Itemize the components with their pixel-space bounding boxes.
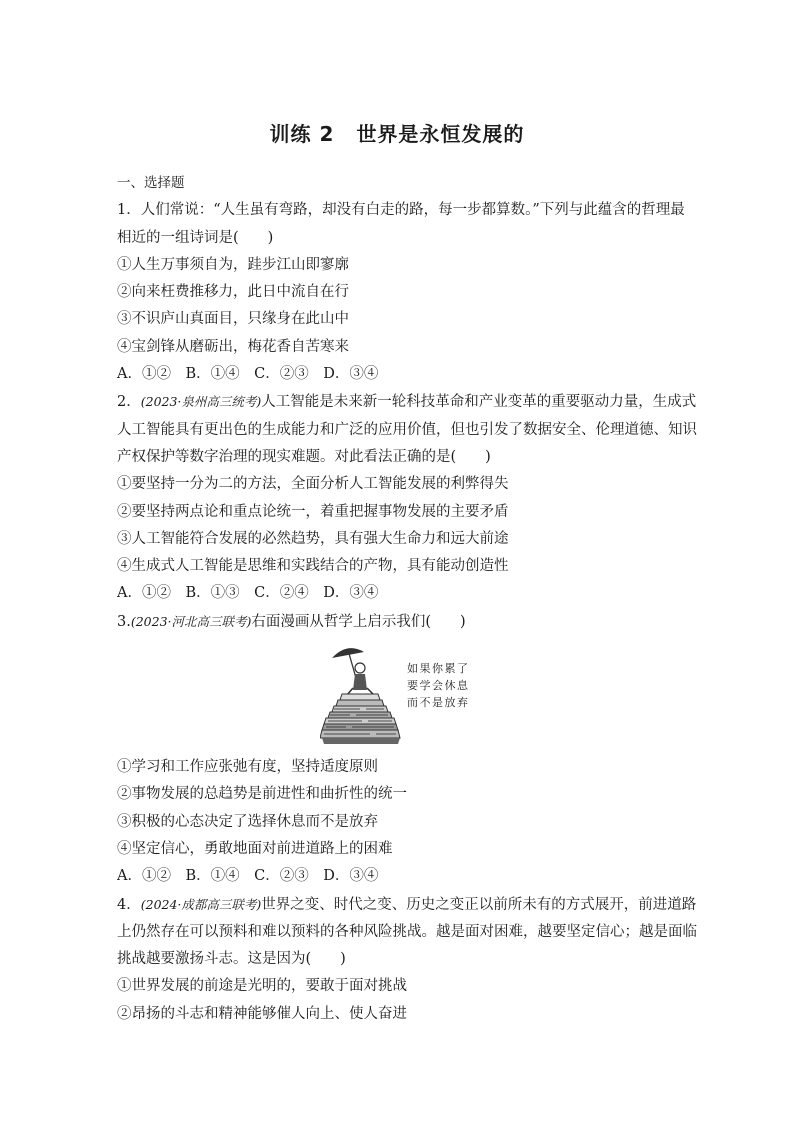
q1-stem-line-1: 1．人们常说：“人生虽有弯路，却没有白走的路，每一步都算数。”下列与此蕴含的哲理最 [117,202,685,219]
q2-stem-line-1 [117,388,697,416]
page-title [0,118,794,147]
q2-choices: A．①② B．①③ C．②④ D．③④ [117,585,379,602]
q1-option-4: ④宝剑锋从磨砺出，梅花香自苦寒来 [117,338,349,355]
q2-option-1: ①要坚持一分为二的方法，全面分析人工智能发展的利弊得失 [117,476,509,493]
q2-number: 2． [117,394,141,411]
section-heading: 一、选择题 [117,175,185,191]
q2-stem-line-2: 人工智能具有更出色的生成能力和广泛的应用价值，但也引发了数据安全、伦理道德、知识 [117,421,697,438]
q1-option-1: ①人生万事须自为，跬步江山即寥廓 [117,256,349,273]
q3-stem-line [117,608,682,636]
q3-source: (2023·河北高三联考) [130,613,252,629]
q4-stem-text: 世界之变、时代之变、历史之变正以前所未有的方式展开，前进道路 [261,896,697,913]
q1-option-2: ②向来枉费推移力，此日中流自在行 [117,284,349,301]
title-main: 训练 2 [269,122,335,146]
q2-stem-text: 人工智能是未来新一轮科技革命和产业变革的重要驱动力量，生成式 [261,394,697,411]
cartoon-caption [407,660,470,711]
q3-option-3: ③积极的心态决定了选择休息而不是放弃 [117,813,378,830]
q2-source: (2023·泉州高三统考) [140,394,262,410]
q2-option-4: ④生成式人工智能是思维和实践结合的产物，具有能动创造性 [117,558,509,575]
q4-source: (2024·成都高三联考) [140,896,262,912]
question-1 [117,197,685,388]
caption-line-3: 而不是放弃 [407,696,470,710]
caption-line-2: 要学会休息 [407,679,470,693]
q4-option-1: ①世界发展的前途是光明的，要敢于面对挑战 [117,978,407,995]
q3-option-2: ②事物发展的总趋势是前进性和曲折性的统一 [117,786,407,803]
question-2 [117,388,697,607]
q4-stem-line-2: 上仍然存在可以预料和难以预料的各种风险挑战。越是面对困难，越要坚定信心；越是面临 [117,923,697,940]
q1-choices: A．①② B．①④ C．②③ D．③④ [117,366,379,383]
cartoon-illustration [320,638,402,746]
question-list [117,170,697,1028]
q4-number: 4． [117,896,141,913]
q2-option-3: ③人工智能符合发展的必然趋势，具有强大生命力和远大前途 [117,530,509,547]
q1-option-3: ③不识庐山真面目，只缘身在此山中 [117,311,349,328]
cartoon-figure [117,638,682,750]
q4-option-2: ②昂扬的斗志和精神能够催人向上、使人奋进 [117,1005,407,1022]
q3-stem-text: 右面漫画从哲学上启示我们( ) [251,613,466,630]
q2-stem-line-3: 产权保护等数字治理的现实难题。对此看法正确的是( ) [117,448,491,465]
q4-stem-line-3: 挑战越要激扬斗志。这是因为( ) [117,951,346,968]
question-4 [117,891,697,1028]
q4-stem-line-1 [117,891,697,919]
q3-option-1: ①学习和工作应张弛有度，坚持适度原则 [117,759,378,776]
q3-number: 3. [117,613,131,630]
title-sub: 世界是永恒发展的 [356,122,525,146]
caption-line-1: 如果你累了 [407,662,470,676]
q1-stem-line-2: 相近的一组诗词是( ) [117,229,274,246]
q2-option-2: ②要坚持两点论和重点论统一，着重把握事物发展的主要矛盾 [117,503,509,520]
q3-choices: A．①② B．①④ C．②③ D．③④ [117,868,379,885]
q3-option-4: ④坚定信心，勇敢地面对前进道路上的困难 [117,840,393,857]
question-3 [117,608,682,891]
